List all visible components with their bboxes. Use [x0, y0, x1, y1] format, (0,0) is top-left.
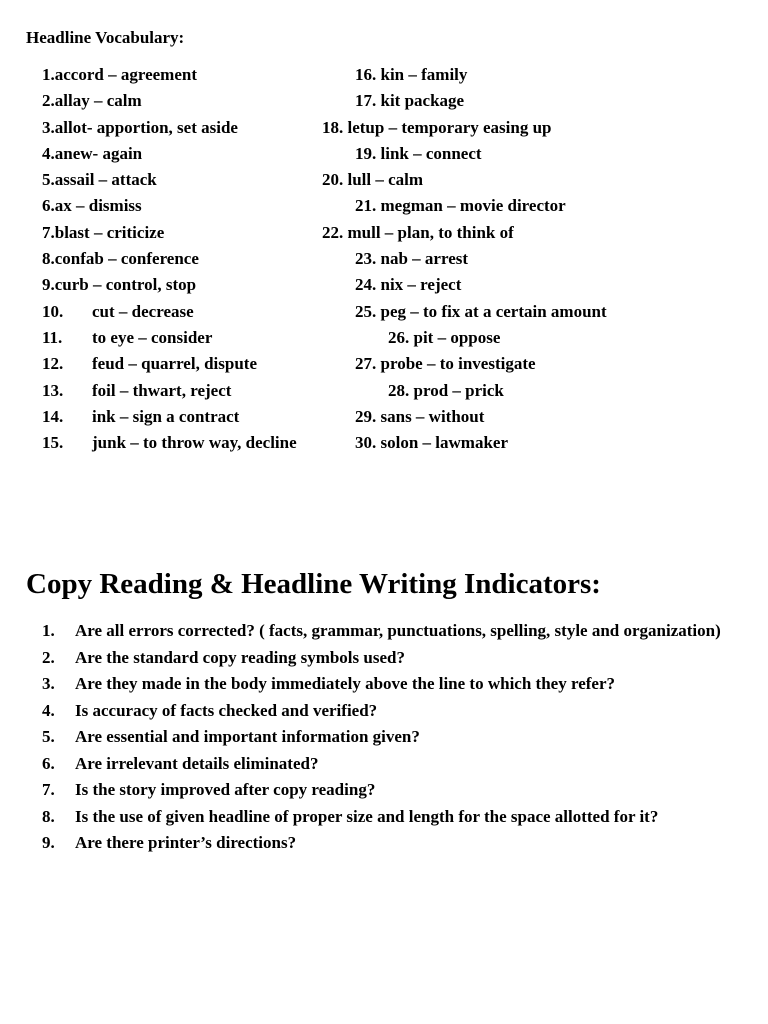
vocab-item: 5. assail – attack — [42, 170, 157, 190]
vocab-item: 9. curb – control, stop — [42, 275, 197, 295]
indicator-item: 2. Are the standard copy reading symbols used? — [42, 647, 405, 667]
vocab-item: 16. kin – family — [355, 65, 468, 84]
vocab-item: 15. junk – to throw way, decline — [42, 433, 297, 453]
vocabulary-list-right — [322, 62, 607, 456]
vocab-item: 21. megman – movie director — [355, 196, 566, 216]
vocab-item: 12. feud – quarrel, dispute — [42, 354, 257, 374]
indicator-item: 1. Are all errors corrected? ( facts, grammar, punctuations, spelling, style and organization) — [42, 621, 721, 640]
vocab-item: 8. confab – conference — [42, 249, 199, 269]
vocab-item: 13. foil – thwart, reject — [42, 380, 232, 400]
vocab-item: 22. mull – plan, to think of — [322, 222, 514, 242]
vocab-item: 10. cut – decrease — [42, 301, 194, 321]
indicators-list — [42, 618, 742, 857]
vocab-item: 11. to eye – consider — [42, 327, 213, 347]
vocab-item: 27. probe – to investigate — [355, 354, 536, 374]
vocab-item: 29. sans – without — [355, 406, 485, 426]
vocab-item: 28. prod – prick — [388, 380, 504, 400]
vocab-item: 24. nix – reject — [355, 275, 462, 295]
vocab-item: 25. peg – to fix at a certain amount — [355, 301, 607, 321]
vocab-item: 7. blast – criticize — [42, 222, 165, 242]
vocabulary-heading: Headline Vocabulary: — [26, 28, 185, 47]
vocab-item: 4. anew- again — [42, 143, 143, 163]
vocab-item: 20. lull – calm — [322, 170, 424, 190]
vocab-item: 26. pit – oppose — [388, 327, 501, 347]
vocab-item: 2. allay – calm — [42, 91, 142, 111]
indicator-item: 8. Is the use of given headline of proper size and length for the space allotted for it? — [42, 806, 659, 826]
vocab-item: 17. kit package — [355, 91, 465, 111]
vocab-item: 6. ax – dismiss — [42, 196, 142, 216]
indicators-heading: Copy Reading & Headline Writing Indicators: — [26, 568, 601, 600]
vocab-item: 1. accord – agreement — [42, 65, 197, 84]
vocabulary-list-left — [42, 62, 297, 456]
indicator-item: 9. Are there printer’s directions? — [42, 833, 297, 852]
vocab-item: 18. letup – temporary easing up — [322, 117, 552, 137]
vocab-item: 30. solon – lawmaker — [355, 433, 508, 453]
vocab-item: 3. allot- apportion, set aside — [42, 117, 238, 137]
indicator-item: 7. Is the story improved after copy reading? — [42, 780, 376, 799]
indicator-item: 5. Are essential and important information given? — [42, 727, 420, 746]
vocab-item: 23. nab – arrest — [355, 249, 469, 269]
vocab-item: 19. link – connect — [355, 143, 482, 163]
vocab-item: 14. ink – sign a contract — [42, 406, 240, 426]
indicator-item: 3. Are they made in the body immediately above the line to which they refer? — [42, 674, 615, 693]
indicator-item: 4. Is accuracy of facts checked and verified? — [42, 700, 378, 720]
indicator-item: 6. Are irrelevant details eliminated? — [42, 753, 319, 773]
